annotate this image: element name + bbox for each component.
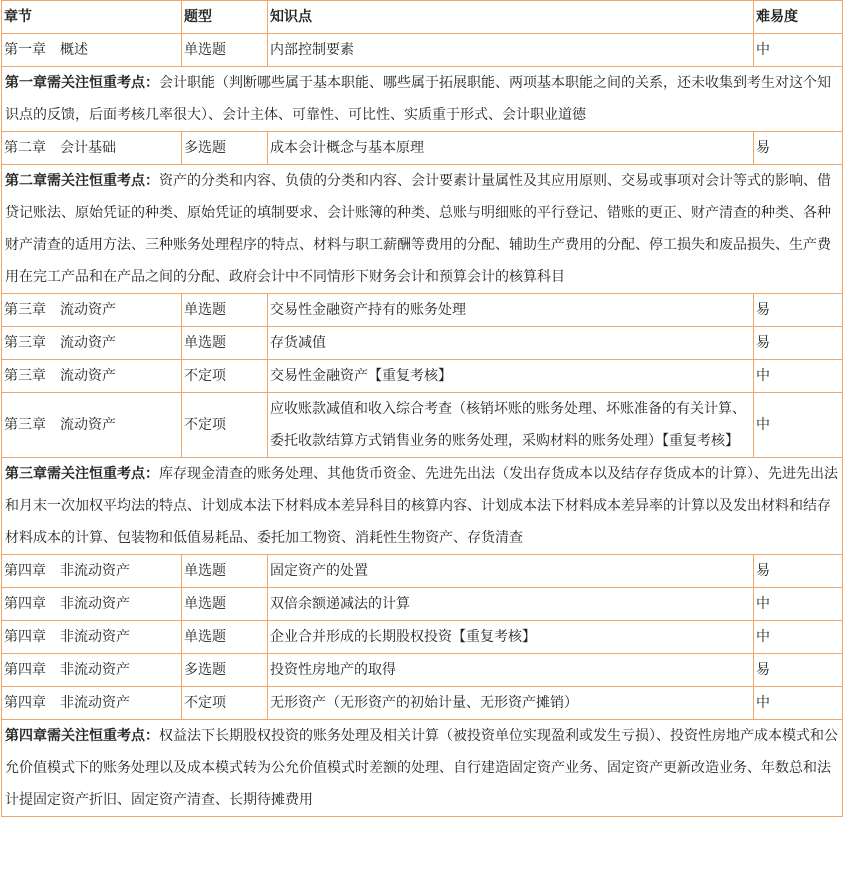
cell-type: 单选题 bbox=[182, 294, 268, 327]
exam-points-table bbox=[1, 0, 843, 817]
note-label: 第三章需关注恒重考点： bbox=[5, 466, 159, 482]
note-text: 权益法下长期股权投资的账务处理及相关计算（被投资单位实现盈利或发生亏损）、投资性房地产成本模式和公允价值模式下的账务处理以及成本模式转为公允价值模式时差额的处理、自行建造固定资产业务、固定资产更新改造业务、年数总和法计提固定资产折旧、固定资产清查、长期待摊费用 bbox=[5, 728, 838, 808]
chapter-note-row bbox=[2, 458, 843, 555]
cell-point: 内部控制要素 bbox=[268, 34, 754, 67]
note-label: 第四章需关注恒重考点： bbox=[5, 728, 159, 744]
table-row bbox=[2, 294, 843, 327]
table-row bbox=[2, 34, 843, 67]
cell-difficulty: 易 bbox=[754, 654, 843, 687]
cell-difficulty: 中 bbox=[754, 687, 843, 720]
cell-type: 不定项 bbox=[182, 687, 268, 720]
chapter-note bbox=[2, 67, 843, 132]
note-text: 库存现金清查的账务处理、其他货币资金、先进先出法（发出存货成本以及结存存货成本的计算）、先进先出法和月末一次加权平均法的特点、计划成本法下材料成本差异科目的核算内容、计划成本法下材料成本差异率的计算以及发出材料和结存材料成本的计算、包装物和低值易耗品、委托加工物资、消耗性生物资产、存货清查 bbox=[5, 466, 838, 546]
cell-point: 双倍余额递减法的计算 bbox=[268, 588, 754, 621]
cell-difficulty: 中 bbox=[754, 393, 843, 458]
note-text: 会计职能（判断哪些属于基本职能、哪些属于拓展职能、两项基本职能之间的关系，还未收集到考生对这个知识点的反馈，后面考核几率很大）、会计主体、可靠性、可比性、实质重于形式、会计职业道德 bbox=[5, 75, 831, 123]
chapter-note bbox=[2, 165, 843, 294]
cell-chapter: 第四章 非流动资产 bbox=[2, 654, 182, 687]
cell-difficulty: 中 bbox=[754, 34, 843, 67]
cell-type: 多选题 bbox=[182, 132, 268, 165]
cell-difficulty: 易 bbox=[754, 132, 843, 165]
cell-chapter: 第一章 概述 bbox=[2, 34, 182, 67]
cell-chapter: 第三章 流动资产 bbox=[2, 327, 182, 360]
cell-chapter: 第二章 会计基础 bbox=[2, 132, 182, 165]
header-chapter: 章节 bbox=[2, 1, 182, 34]
header-difficulty: 难易度 bbox=[754, 1, 843, 34]
cell-point: 交易性金融资产持有的账务处理 bbox=[268, 294, 754, 327]
cell-type: 不定项 bbox=[182, 360, 268, 393]
table-row bbox=[2, 555, 843, 588]
cell-difficulty: 易 bbox=[754, 294, 843, 327]
chapter-note bbox=[2, 458, 843, 555]
cell-type: 单选题 bbox=[182, 34, 268, 67]
cell-point: 存货减值 bbox=[268, 327, 754, 360]
cell-difficulty: 中 bbox=[754, 621, 843, 654]
cell-point: 成本会计概念与基本原理 bbox=[268, 132, 754, 165]
cell-type: 单选题 bbox=[182, 555, 268, 588]
cell-point: 应收账款减值和收入综合考查（核销坏账的账务处理、坏账准备的有关计算、委托收款结算方式销售业务的账务处理，采购材料的账务处理）【重复考核】 bbox=[268, 393, 754, 458]
header-type: 题型 bbox=[182, 1, 268, 34]
table-row bbox=[2, 327, 843, 360]
cell-chapter: 第四章 非流动资产 bbox=[2, 588, 182, 621]
cell-chapter: 第三章 流动资产 bbox=[2, 360, 182, 393]
cell-chapter: 第三章 流动资产 bbox=[2, 393, 182, 458]
cell-point: 企业合并形成的长期股权投资【重复考核】 bbox=[268, 621, 754, 654]
chapter-note bbox=[2, 720, 843, 817]
cell-type: 单选题 bbox=[182, 588, 268, 621]
cell-difficulty: 中 bbox=[754, 360, 843, 393]
table-header-row bbox=[2, 1, 843, 34]
chapter-note-row bbox=[2, 67, 843, 132]
cell-difficulty: 中 bbox=[754, 588, 843, 621]
cell-point: 固定资产的处置 bbox=[268, 555, 754, 588]
table-row bbox=[2, 588, 843, 621]
chapter-note-row bbox=[2, 165, 843, 294]
cell-difficulty: 易 bbox=[754, 555, 843, 588]
header-point: 知识点 bbox=[268, 1, 754, 34]
cell-type: 单选题 bbox=[182, 621, 268, 654]
cell-point: 投资性房地产的取得 bbox=[268, 654, 754, 687]
table-row bbox=[2, 393, 843, 458]
chapter-note-row bbox=[2, 720, 843, 817]
table-row bbox=[2, 132, 843, 165]
table-row bbox=[2, 621, 843, 654]
cell-chapter: 第三章 流动资产 bbox=[2, 294, 182, 327]
table-row bbox=[2, 654, 843, 687]
cell-type: 单选题 bbox=[182, 327, 268, 360]
cell-chapter: 第四章 非流动资产 bbox=[2, 621, 182, 654]
cell-point: 交易性金融资产【重复考核】 bbox=[268, 360, 754, 393]
table-row bbox=[2, 687, 843, 720]
cell-type: 多选题 bbox=[182, 654, 268, 687]
note-text: 资产的分类和内容、负债的分类和内容、会计要素计量属性及其应用原则、交易或事项对会计等式的影响、借贷记账法、原始凭证的种类、原始凭证的填制要求、会计账簿的种类、总账与明细账的平行登记、错账的更正、财产清查的种类、各种财产清查的适用方法、三种账务处理程序的特点、材料与职工薪酬等费用的分配、辅助生产费用的分配、停工损失和废品损失、生产费用在完工产品和在产品之间的分配、政府会计中不同情形下财务会计和预算会计的核算科目 bbox=[5, 173, 831, 285]
note-label: 第一章需关注恒重考点： bbox=[5, 75, 159, 91]
table-row bbox=[2, 360, 843, 393]
cell-chapter: 第四章 非流动资产 bbox=[2, 687, 182, 720]
cell-type: 不定项 bbox=[182, 393, 268, 458]
note-label: 第二章需关注恒重考点： bbox=[5, 173, 159, 189]
cell-point: 无形资产（无形资产的初始计量、无形资产摊销） bbox=[268, 687, 754, 720]
cell-difficulty: 易 bbox=[754, 327, 843, 360]
cell-chapter: 第四章 非流动资产 bbox=[2, 555, 182, 588]
